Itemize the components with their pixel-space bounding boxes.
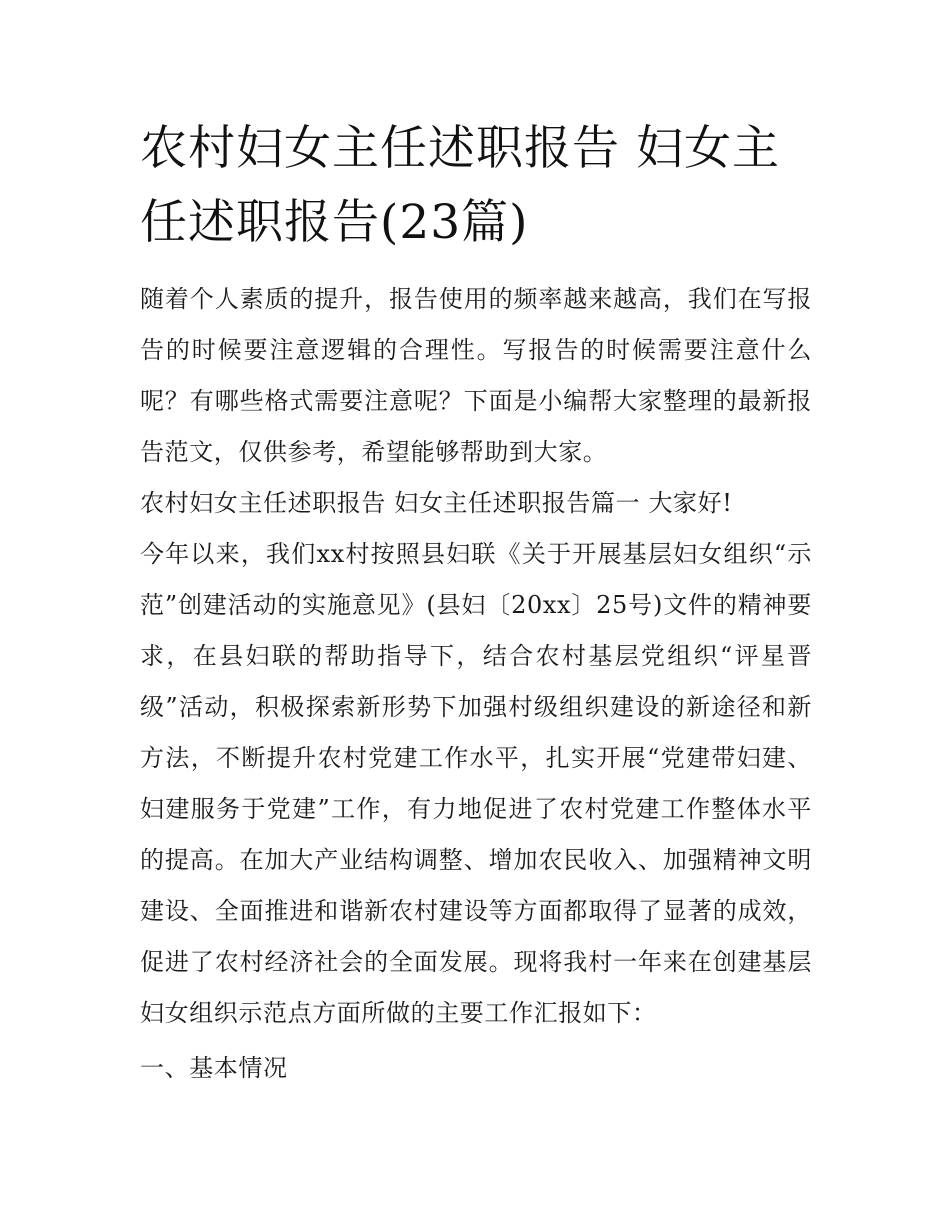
body-paragraph: 今年以来，我们xx村按照县妇联《关于开展基层妇女组织“示范”创建活动的实施意见》(县妇〔20xx〕25号)文件的精神要求，在县妇联的帮助指导下，结合农村基层党组织“评星晋级”活动，积极探索新形势下加强村级组织建设的新途径和新方法，不断提升农村党建工作水平，扎实开展“党建带妇建、妇建服务于党建”工作，有力地促进了农村党建工作整体水平的提高。在加大产业结构调整、增加农民收入、加强精神文明建设、全面推进和谐新农村建设等方面都取得了显著的成效，促进了农村经济社会的全面发展。现将我村一年来在创建基层妇女组织示范点方面所做的主要工作汇报如下： [140,540,812,1027]
subheading: 一、基本情况 [140,1054,288,1082]
section-title: 农村妇女主任述职报告 妇女主任述职报告篇一 大家好! [140,489,733,517]
document-page [140,112,812,1094]
intro-paragraph: 随着个人素质的提升，报告使用的频率越来越高，我们在写报告的时候要注意逻辑的合理性。写报告的时候需要注意什么呢？有哪些格式需要注意呢？下面是小编帮大家整理的最新报告范文，仅供参考，希望能够帮助到大家。 [140,285,812,466]
document-title: 农村妇女主任述职报告 妇女主任述职报告(23篇) [140,121,780,250]
